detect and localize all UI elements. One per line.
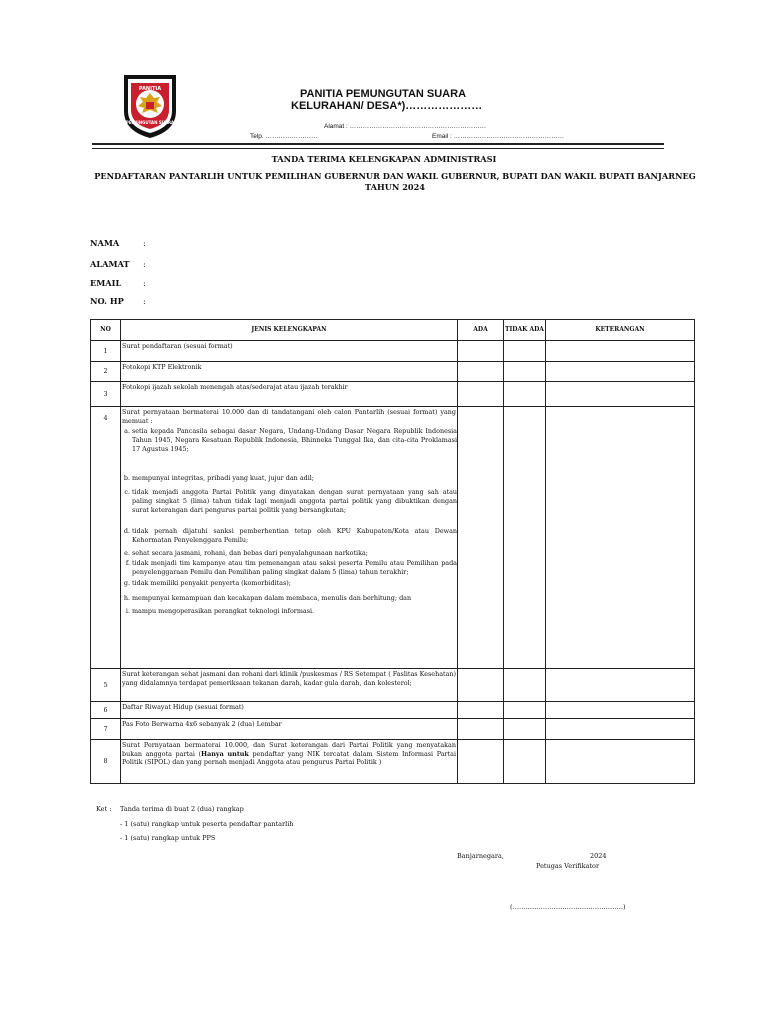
sub-item bbox=[121, 488, 457, 514]
row-number: 8 bbox=[91, 740, 121, 784]
row-item bbox=[121, 719, 458, 740]
notes-line: - 1 (satu) rangkap untuk peserta pendaftar pantarlih bbox=[120, 820, 294, 828]
sub-item-text: tidak pernah dijatuhi sanksi pemberhentian tetap oleh KPU Kabupaten/Kota atau Dewan Kehormatan Penyelenggara Pemilu; bbox=[132, 527, 457, 545]
row-item bbox=[121, 407, 458, 669]
table-row bbox=[91, 362, 695, 382]
row-item bbox=[121, 669, 458, 702]
sub-item-letter: f. bbox=[125, 559, 130, 568]
cell-tidak-ada[interactable] bbox=[504, 669, 546, 702]
row-item bbox=[121, 382, 458, 407]
cell-tidak-ada[interactable] bbox=[504, 341, 546, 362]
col-header-jenis: JENIS KELENGKAPAN bbox=[121, 320, 458, 341]
header-divider-thick bbox=[92, 143, 664, 145]
row-item-text: Surat keterangan sehat jasmani dan rohani dari klinik /puskesmas / RS Setempat ( Faslitas Kesehatan) yang didalamnya terdapat pemeriksaan tekanan darah, kadar gula darah, dan kolesterol; bbox=[122, 670, 456, 687]
row-item-text-part: Surat Pernyataan bermaterai 10.000, dan Surat keterangan dari Partai Politik yang menyatakan bukan anggota partai ( bbox=[122, 741, 456, 758]
sub-item bbox=[121, 579, 457, 588]
sub-item-letter: g. bbox=[123, 578, 130, 587]
row-number: 1 bbox=[91, 341, 121, 362]
cell-tidak-ada[interactable] bbox=[504, 702, 546, 719]
table-row bbox=[91, 702, 695, 719]
sub-item bbox=[121, 594, 457, 603]
table-row bbox=[91, 341, 695, 362]
row-item-text: Fotokopi ijazah sekolah menengah atas/sederajat atau ijazah terakhir bbox=[122, 383, 348, 391]
field-label-nama: NAMA bbox=[90, 238, 120, 248]
row-item-text-bold: Hanya untuk bbox=[201, 749, 249, 758]
row-number: 7 bbox=[91, 719, 121, 740]
cell-keterangan[interactable] bbox=[546, 341, 695, 362]
row-number: 6 bbox=[91, 702, 121, 719]
notes-line: Tanda terima di buat 2 (dua) rangkap bbox=[120, 805, 244, 813]
sub-item-text: sehat secara jasmani, rohani, dan bebas dari penyalahgunaan narkotika; bbox=[132, 548, 368, 557]
cell-ada[interactable] bbox=[458, 362, 504, 382]
signature-name-line[interactable]: (……………………………………………) bbox=[510, 903, 626, 911]
header-subtitle: KELURAHAN/ DESA*)………………… bbox=[291, 100, 483, 112]
sub-item-letter: i. bbox=[125, 607, 130, 616]
cell-ada[interactable] bbox=[458, 341, 504, 362]
sub-item-text: setia kepada Pancasila sebagai dasar Negara, Undang-Undang Dasar Negara Republik Indonesia Tahun 1945, Negara Kesatuan Republik Indonesia, Bhinneka Tunggal Ika, dan cita-cita Proklamasi 17 Agustus 1945; bbox=[132, 427, 457, 453]
kpu-logo bbox=[120, 71, 180, 141]
table-row bbox=[91, 407, 695, 669]
col-header-keterangan: KETERANGAN bbox=[546, 320, 695, 341]
cell-ada[interactable] bbox=[458, 719, 504, 740]
field-label-alamat: ALAMAT bbox=[90, 259, 130, 269]
row-number: 2 bbox=[91, 362, 121, 382]
header-title: PANITIA PEMUNGUTAN SUARA bbox=[300, 88, 467, 100]
header-telp: Telp. …………………… bbox=[250, 133, 318, 140]
header-divider-thin bbox=[92, 148, 664, 149]
sub-item-letter: b. bbox=[123, 473, 130, 482]
cell-ada[interactable] bbox=[458, 740, 504, 784]
sub-item-letter: a. bbox=[124, 427, 130, 436]
field-label-email: EMAIL bbox=[90, 278, 122, 288]
row-item-text: Surat pernyataan bermaterai 10.000 dan di tandatangani oleh calon Pantarlih (sesuai format) yang memuat : bbox=[122, 408, 456, 425]
table-row bbox=[91, 382, 695, 407]
row-item-text: Surat pendaftaran (sesuai format) bbox=[122, 342, 233, 350]
cell-keterangan[interactable] bbox=[546, 407, 695, 669]
notes-line: - 1 (satu) rangkap untuk PPS bbox=[120, 834, 216, 842]
kelengkapan-table bbox=[90, 319, 695, 784]
row-item-text: Fotokopi KTP Elektronik bbox=[122, 363, 202, 371]
signature-place: Banjarnegara, bbox=[457, 852, 504, 860]
header-alamat: Alamat : ……………………………………………………… bbox=[324, 123, 487, 130]
cell-ada[interactable] bbox=[458, 407, 504, 669]
document-title: TANDA TERIMA KELENGKAPAN ADMINISTRASI bbox=[271, 154, 497, 164]
row-item-text: Pas Foto Berwarna 4x6 sebanyak 2 (dua) Lembar bbox=[122, 720, 282, 728]
row-number: 5 bbox=[91, 669, 121, 702]
signature-year: 2024 bbox=[590, 852, 607, 860]
table-row bbox=[91, 669, 695, 702]
cell-keterangan[interactable] bbox=[546, 719, 695, 740]
sub-item-text: mempunyai integritas, pribadi yang kuat, jujur dan adil; bbox=[132, 473, 314, 482]
cell-keterangan[interactable] bbox=[546, 740, 695, 784]
row-item bbox=[121, 362, 458, 382]
cell-tidak-ada[interactable] bbox=[504, 362, 546, 382]
row-number: 3 bbox=[91, 382, 121, 407]
row-item bbox=[121, 740, 458, 784]
col-header-tidak-ada: TIDAK ADA bbox=[504, 320, 546, 341]
field-label-nohp: NO. HP bbox=[90, 296, 124, 306]
sub-item-letter: d. bbox=[123, 527, 130, 536]
cell-tidak-ada[interactable] bbox=[504, 382, 546, 407]
sub-item-text: mempunyai kemampuan dan kecakapan dalam membaca, menulis dan berhitung; dan bbox=[132, 593, 412, 602]
cell-ada[interactable] bbox=[458, 702, 504, 719]
row-item-text-part: pendaftar yang NIK tercatat dalam Sistem Informasi Partai Politik (SIPOL) dan yang pernah menjadi Anggota atau pengurus Partai Politik ) bbox=[122, 749, 456, 767]
field-colon: : bbox=[143, 278, 146, 288]
field-colon: : bbox=[143, 238, 146, 248]
row-number: 4 bbox=[91, 407, 121, 669]
svg-text:PEMUNGUTAN SUARA: PEMUNGUTAN SUARA bbox=[125, 120, 175, 125]
sub-item-text: mampu mengoperasikan perangkat teknologi informasi. bbox=[132, 607, 315, 616]
cell-tidak-ada[interactable] bbox=[504, 740, 546, 784]
document-subtitle: PENDAFTARAN PANTARLIH UNTUK PEMILIHAN GUBERNUR DAN WAKIL GUBERNUR, BUPATI DAN WAKIL BUPATI BANJARNEG TAHUN 2024 bbox=[94, 171, 696, 192]
sub-item bbox=[121, 559, 457, 576]
cell-ada[interactable] bbox=[458, 669, 504, 702]
col-header-ada: ADA bbox=[458, 320, 504, 341]
cell-keterangan[interactable] bbox=[546, 382, 695, 407]
sub-item bbox=[121, 549, 457, 558]
row-item bbox=[121, 341, 458, 362]
cell-keterangan[interactable] bbox=[546, 669, 695, 702]
cell-ada[interactable] bbox=[458, 382, 504, 407]
sub-item-letter: h. bbox=[123, 593, 130, 602]
sub-item-letter: c. bbox=[124, 488, 130, 497]
header-email: Email : …………………………………………… bbox=[432, 133, 565, 140]
table-row bbox=[91, 719, 695, 740]
sub-item bbox=[121, 607, 457, 616]
row-item-text: Daftar Riwayat Hidup (sesuai format) bbox=[122, 703, 244, 711]
col-header-no: NO bbox=[91, 320, 121, 341]
sub-item-text: tidak menjadi anggota Partai Politik yang dinyatakan dengan surat pernyataan yang sah atau paling singkat 5 (lima) tahun tidak lagi menjadi anggota partai politik yang dibuktikan dengan surat keterangan dari pengurus partai politik yang bersangkutan; bbox=[132, 488, 457, 514]
cell-keterangan[interactable] bbox=[546, 702, 695, 719]
svg-text:PANITIA: PANITIA bbox=[138, 86, 162, 92]
table-row bbox=[91, 740, 695, 784]
sub-item bbox=[121, 427, 457, 453]
row-item-text bbox=[121, 740, 457, 767]
field-colon: : bbox=[143, 296, 146, 306]
sub-item-text: tidak menjadi tim kampanye atau tim pemenangan atau saksi peserta Pemilu atau Pemilihan pada penyelenggaraan Pemilu dan Pemilihan paling singkat dalam 5 (lima) tahun terakhir; bbox=[132, 559, 457, 577]
table-header-row bbox=[91, 320, 695, 341]
signature-role: Petugas Verifikator bbox=[536, 862, 600, 870]
field-colon: : bbox=[143, 259, 146, 269]
sub-item bbox=[121, 474, 457, 483]
cell-tidak-ada[interactable] bbox=[504, 719, 546, 740]
sub-item-text: tidak memiliki penyakit penyerta (komorbiditas); bbox=[132, 578, 291, 587]
sub-item bbox=[121, 527, 457, 544]
sub-item-letter: e. bbox=[124, 548, 130, 557]
notes-label: Ket : bbox=[96, 805, 112, 813]
cell-tidak-ada[interactable] bbox=[504, 407, 546, 669]
row-item bbox=[121, 702, 458, 719]
cell-keterangan[interactable] bbox=[546, 362, 695, 382]
